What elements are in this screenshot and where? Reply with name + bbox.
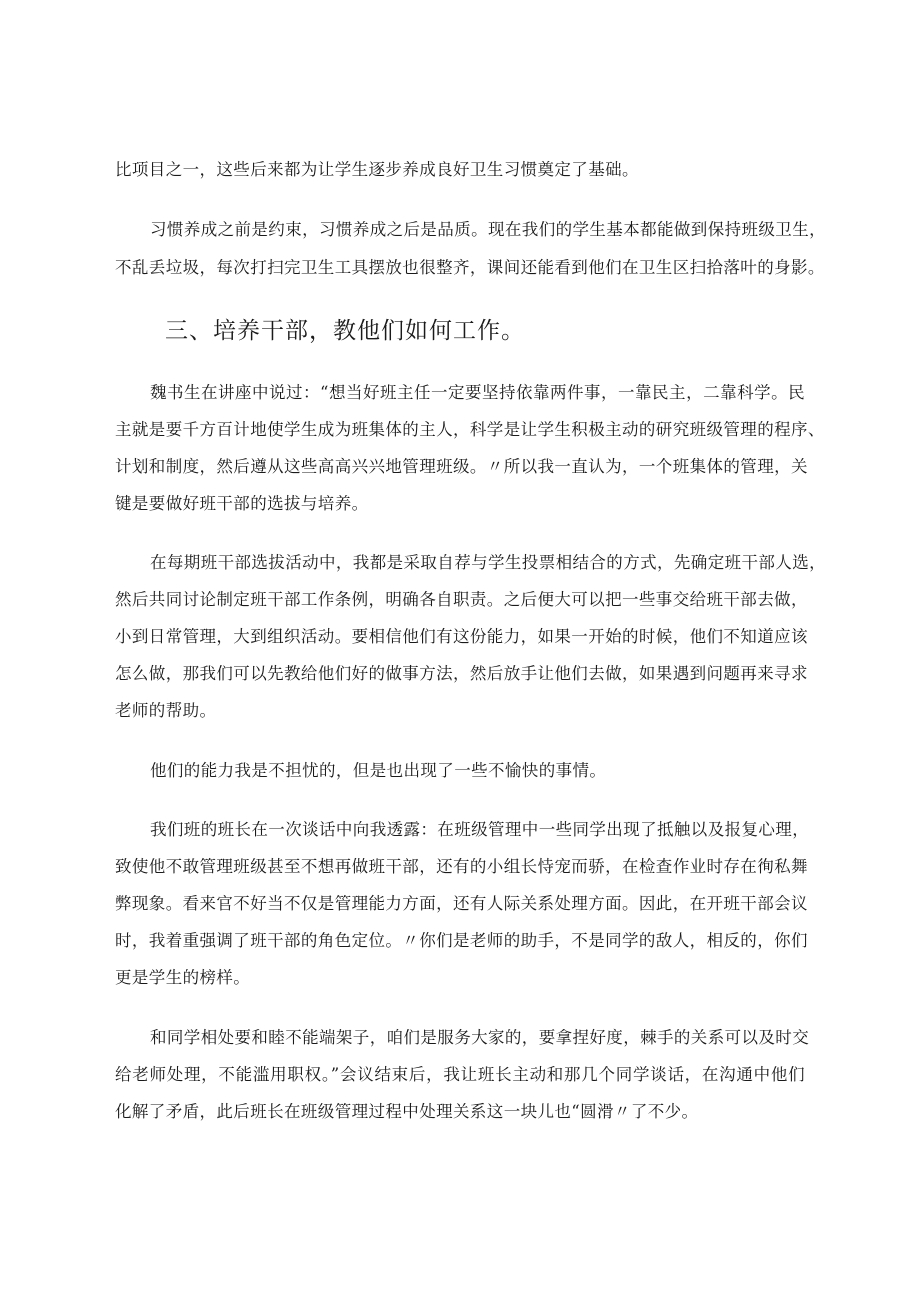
habit-line-2: 不乱丢垃圾，每次打扫完卫生工具摆放也很整齐，课间还能看到他们在卫生区扫拾落叶的身影。 bbox=[115, 258, 825, 277]
monitor-line-2: 致使他不敢管理班级甚至不想再做班干部，还有的小组长恃宠而骄，在检查作业时存在徇私舞 bbox=[115, 857, 808, 876]
selection-line-4: 怎么做，那我们可以先教给他们好的做事方法，然后放手让他们去做，如果遇到问题再来寻求 bbox=[115, 664, 808, 683]
wei-quote-line-1: 魏书生在讲座中说过：“想当好班主任一定要坚持依靠两件事，一靠民主，二靠科学。民 bbox=[150, 383, 805, 402]
monitor-line-3: 弊现象。看来官不好当不仅是管理能力方面，还有人际关系处理方面。因此，在开班干部会议 bbox=[115, 894, 808, 913]
worry-line-1: 他们的能力我是不担忧的，但是也出现了一些不愉快的事情。 bbox=[150, 761, 607, 780]
harmony-line-3: 化解了矛盾，此后班长在班级管理过程中处理关系这一块儿也“圆滑〃了不少。 bbox=[115, 1102, 699, 1121]
selection-line-2: 然后共同讨论制定班干部工作条例，明确各自职责。之后便大可以把一些事交给班干部去做， bbox=[115, 590, 808, 609]
monitor-line-1: 我们班的班长在一次谈话中向我透露：在班级管理中一些同学出现了抵触以及报复心理， bbox=[150, 820, 810, 839]
selection-line-1: 在每期班干部选拔活动中，我都是采取自荐与学生投票相结合的方式，先确定班干部人选， bbox=[150, 553, 826, 572]
selection-line-5: 老师的帮助。 bbox=[115, 701, 217, 720]
section-heading: 三、培养干部，教他们如何工作。 bbox=[165, 318, 525, 344]
wei-quote-line-4: 键是要做好班干部的选拔与培养。 bbox=[115, 494, 369, 513]
harmony-line-1: 和同学相处要和睦不能端架子，咱们是服务大家的，要拿捏好度，棘手的关系可以及时交 bbox=[150, 1028, 810, 1047]
monitor-line-5: 更是学生的榜样。 bbox=[115, 968, 251, 987]
wei-quote-line-2: 主就是要千方百计地使学生成为班集体的主人，科学是让学生积极主动的研究班级管理的程序、 bbox=[115, 420, 825, 439]
intro-line-1: 比项目之一，这些后来都为让学生逐步养成良好卫生习惯奠定了基础。 bbox=[115, 160, 639, 179]
harmony-line-2: 给老师处理，不能滥用职权。”会议结束后，我让班长主动和那几个同学谈话，在沟通中他们 bbox=[115, 1065, 805, 1084]
habit-line-1: 习惯养成之前是约束，习惯养成之后是品质。现在我们的学生基本都能做到保持班级卫生， bbox=[150, 220, 826, 239]
wei-quote-line-3: 计划和制度，然后遵从这些高高兴兴地管理班级。〃所以我一直认为，一个班集体的管理，关 bbox=[115, 457, 808, 476]
monitor-line-4: 时，我着重强调了班干部的角色定位。〃你们是老师的助手，不是同学的敌人，相反的，你们 bbox=[115, 931, 808, 950]
selection-line-3: 小到日常管理，大到组织活动。要相信他们有这份能力，如果一开始的时候，他们不知道应该 bbox=[115, 627, 808, 646]
